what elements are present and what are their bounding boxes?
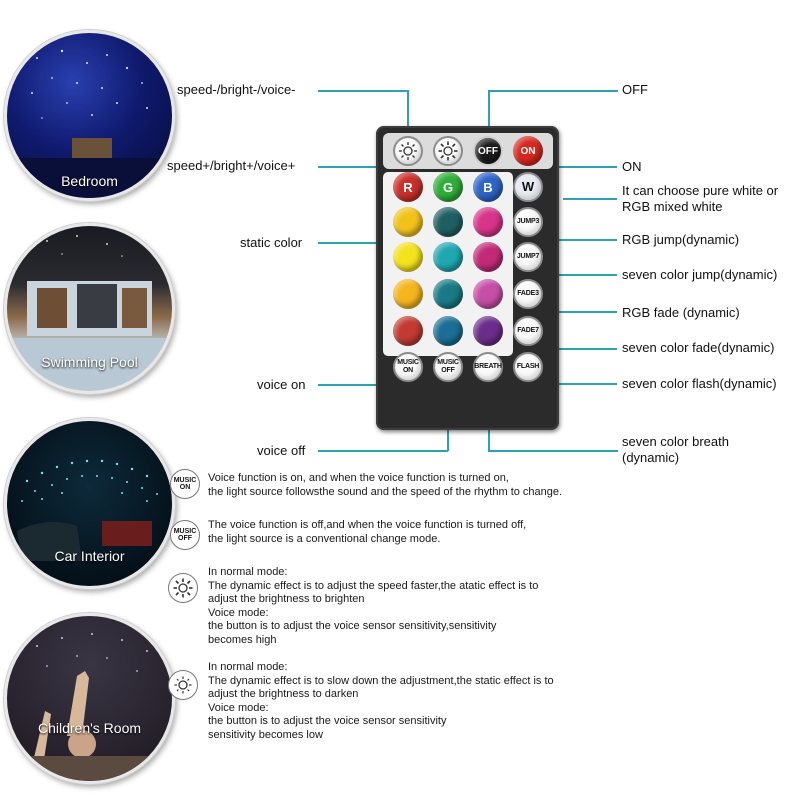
white-button[interactable]: W	[513, 172, 543, 202]
color-button[interactable]	[433, 316, 463, 346]
scene-childrens-room	[4, 613, 175, 784]
label-seven-breath: seven color breath (dynamic)	[622, 434, 729, 465]
color-button[interactable]	[473, 242, 503, 272]
color-button[interactable]	[473, 316, 503, 346]
color-button[interactable]	[433, 279, 463, 309]
label-static-color: static color	[240, 235, 303, 250]
brightness-down-button[interactable]	[393, 136, 423, 166]
label-voice-on: voice on	[257, 377, 306, 392]
label-white: It can choose pure white or RGB mixed white	[622, 183, 779, 214]
color-button[interactable]	[433, 207, 463, 237]
color-button[interactable]	[433, 242, 463, 272]
music-off-button[interactable]: MUSIC OFF	[433, 352, 463, 382]
brightness-down-icon	[168, 670, 198, 700]
scene-swimming-pool	[4, 223, 175, 394]
childrens-room-image	[7, 616, 172, 781]
explanation-voice-off: The voice function is off,and when the voice function is turned off, the light source is a conventional change mode.	[208, 519, 527, 545]
label-voice-off: voice off	[257, 443, 306, 458]
blue-button[interactable]: B	[473, 172, 503, 202]
brightness-up-button[interactable]	[433, 136, 463, 166]
label-off: OFF	[622, 82, 648, 97]
color-button[interactable]	[393, 316, 423, 346]
scene-label: Car Interior	[54, 548, 125, 564]
scene-label: Bedroom	[61, 173, 118, 189]
scene-label: Children's Room	[37, 720, 142, 736]
scene-car-interior	[4, 418, 175, 589]
fade3-button[interactable]: FADE3	[513, 279, 543, 309]
color-button[interactable]	[393, 279, 423, 309]
scene-label: Swimming Pool	[41, 354, 138, 370]
label-speed-minus: speed-/bright-/voice-	[177, 82, 296, 97]
on-button[interactable]: ON	[513, 136, 543, 166]
label-seven-fade: seven color fade(dynamic)	[622, 340, 775, 355]
brightness-up-icon	[168, 573, 198, 603]
explanation-brightness-up: In normal mode: The dynamic effect is to adjust the speed faster,the atatic effect is to adjust the brightness to brighten Voice mode: the button is to adjust the voice sensor sensitivity,sensitivity becomes high	[208, 566, 539, 646]
off-button[interactable]: OFF	[473, 136, 503, 166]
label-on: ON	[622, 159, 642, 174]
label-rgb-jump: RGB jump(dynamic)	[622, 232, 740, 247]
breath-button[interactable]: BREATH	[473, 352, 503, 382]
label-rgb-fade: RGB fade (dynamic)	[622, 305, 740, 320]
music-off-icon: MUSIC OFF	[170, 520, 200, 550]
jump3-button[interactable]: JUMP3	[513, 207, 543, 237]
label-seven-jump: seven color jump(dynamic)	[622, 267, 778, 282]
explanation-voice-on: Voice function is on, and when the voice function is turned on, the light source followsthe sound and the speed of the rhythm to change.	[208, 472, 563, 498]
flash-button[interactable]: FLASH	[513, 352, 543, 382]
color-button[interactable]	[393, 207, 423, 237]
color-button[interactable]	[473, 279, 503, 309]
brightness-up-icon	[438, 141, 458, 161]
explanation-brightness-down: In normal mode: The dynamic effect is to slow down the adjustment,the static effect is to adjust the brightness to darken Voice mode: the button is to adjust the voice sensor sensitivity sensitivity becomes low	[208, 661, 554, 741]
label-seven-flash: seven color flash(dynamic)	[622, 376, 777, 391]
fade7-button[interactable]: FADE7	[513, 316, 543, 346]
brightness-down-icon	[398, 141, 418, 161]
red-button[interactable]: R	[393, 172, 423, 202]
color-button[interactable]	[473, 207, 503, 237]
music-on-button[interactable]: MUSIC ON	[393, 352, 423, 382]
label-speed-plus: speed+/bright+/voice+	[167, 158, 296, 173]
scene-bedroom	[4, 30, 175, 201]
green-button[interactable]: G	[433, 172, 463, 202]
music-on-icon: MUSIC ON	[170, 469, 200, 499]
jump7-button[interactable]: JUMP7	[513, 242, 543, 272]
remote-control	[376, 126, 559, 430]
color-button[interactable]	[393, 242, 423, 272]
